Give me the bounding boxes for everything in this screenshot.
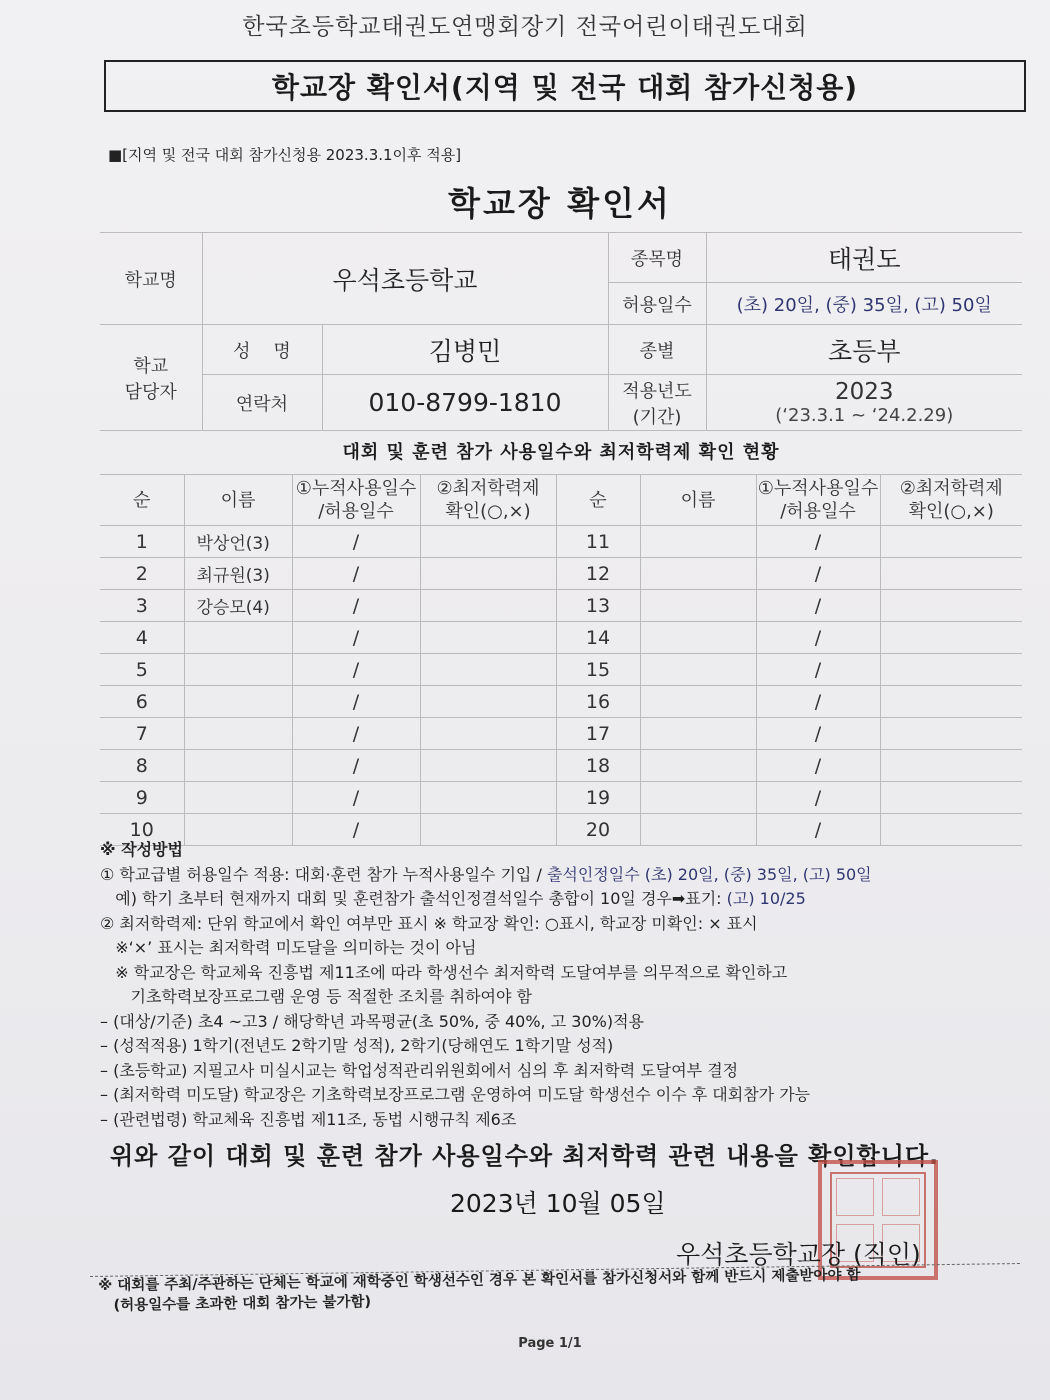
division-label: 종별 (608, 325, 706, 375)
status-title: 대회 및 훈련 참가 사용일수와 최저학력제 확인 현황 (342, 442, 780, 463)
header-check-line1: ②최저학력제 (899, 478, 1003, 499)
header-days-line2: /허용일수 (318, 501, 394, 522)
page-number: Page 1/1 (518, 1336, 582, 1351)
row-days-right: / (756, 718, 880, 750)
row-check-right (880, 718, 1022, 750)
row-check-left (420, 558, 556, 590)
row-no-right: 12 (556, 558, 640, 590)
instruction-line: – (관련법령) 학교체육 진흥법 제11조, 동법 시행규칙 제6조 (100, 1109, 517, 1129)
row-no-right: 20 (556, 814, 640, 846)
header-check-left (420, 475, 556, 526)
period-value: (‘23.3.1 ~ ‘24.2.29) (775, 405, 954, 426)
confirmation-statement: 위와 같이 대회 및 훈련 참가 사용일수와 최저학력 관련 내용을 확인합니다. (110, 1142, 940, 1170)
row-check-right (880, 654, 1022, 686)
row-check-left (420, 654, 556, 686)
footer-note-line1: ※ 대회를 주최/주관하는 단체는 학교에 재학중인 학생선수인 경우 본 확인서를 참가신청서와 함께 반드시 제출받아야 함 (98, 1267, 861, 1294)
row-name-left (184, 782, 292, 814)
row-name-left (184, 686, 292, 718)
row-days-right: / (756, 782, 880, 814)
row-check-right (880, 558, 1022, 590)
year-label-line1: 적용년도 (622, 380, 692, 402)
row-no-right: 14 (556, 622, 640, 654)
row-days-right: / (756, 526, 880, 558)
instructions-heading: ※ 작성방법 (100, 840, 183, 859)
instruction-line (100, 863, 1030, 888)
row-no-right: 16 (556, 686, 640, 718)
row-no-left: 10 (100, 814, 184, 846)
instructions (100, 838, 1030, 1132)
table-row (100, 526, 1022, 558)
table-row (100, 750, 1022, 782)
row-days-left: / (292, 718, 420, 750)
table-row (100, 590, 1022, 622)
form-title-box: 학교장 확인서(지역 및 전국 대회 참가신청용) (104, 60, 1026, 112)
row-check-right (880, 782, 1022, 814)
year-label (608, 375, 706, 431)
row-days-left: / (292, 590, 420, 622)
instruction-line: 기초학력보장프로그램 운영 등 적절한 조치를 취하여야 함 (100, 987, 532, 1006)
row-days-right: / (756, 590, 880, 622)
row-no-right: 17 (556, 718, 640, 750)
row-check-right (880, 750, 1022, 782)
header-check-line1: ②최저학력제 (436, 478, 540, 499)
athlete-roster-table (100, 474, 1022, 846)
name-label: 성 명 (202, 325, 322, 375)
row-days-left: / (292, 750, 420, 782)
row-name-right (640, 526, 756, 558)
row-days-right: / (756, 622, 880, 654)
row-days-right: / (756, 558, 880, 590)
row-name-left (184, 718, 292, 750)
seal-glyph (836, 1178, 874, 1216)
event-name: 한국초등학교태권도연맹회장기 전국어린이태권도대회 (242, 14, 808, 40)
row-days-left: / (292, 686, 420, 718)
row-no-left: 8 (100, 750, 184, 782)
row-days-right: / (756, 686, 880, 718)
row-no-left: 7 (100, 718, 184, 750)
sport-label: 종목명 (608, 233, 706, 283)
row-days-left: / (292, 654, 420, 686)
row-no-left: 4 (100, 622, 184, 654)
sport-value: 태권도 (706, 233, 1022, 283)
row-days-right: / (756, 750, 880, 782)
applicability-note: ■[지역 및 전국 대회 참가신청용 2023.3.1이후 적용] (108, 146, 462, 164)
year-cell (706, 375, 1022, 431)
header-name-right: 이름 (640, 475, 756, 526)
document-title: 학교장 확인서 (448, 184, 672, 223)
row-no-left: 3 (100, 590, 184, 622)
row-name-left: 박상언(3) (184, 526, 292, 558)
year-label-line2: (기간) (632, 406, 682, 428)
row-name-right (640, 782, 756, 814)
year-value: 2023 (834, 379, 894, 405)
row-check-left (420, 750, 556, 782)
row-check-left (420, 590, 556, 622)
allowed-days-label: 허용일수 (608, 283, 706, 325)
row-name-right (640, 686, 756, 718)
principal-signature: 우석초등학교장 (직인) (676, 1240, 921, 1269)
footer-note-line2: (허용일수를 초과한 대회 참가는 불가함) (98, 1294, 372, 1314)
row-name-left (184, 654, 292, 686)
row-name-right (640, 622, 756, 654)
row-check-left (420, 526, 556, 558)
instruction-line: – (성적적용) 1학기(전년도 2학기말 성적), 2학기(당해연도 1학기말 성적) (100, 1036, 614, 1055)
header-days-right (756, 475, 880, 526)
name-value: 김병민 (322, 325, 608, 375)
school-value: 우석초등학교 (202, 233, 608, 325)
contact-label-line2: 담당자 (124, 381, 177, 403)
row-no-right: 15 (556, 654, 640, 686)
row-check-left (420, 622, 556, 654)
phone-value: 010-8799-1810 (322, 375, 608, 431)
header-check-line2: 확인(○,×) (445, 501, 531, 522)
row-days-left: / (292, 558, 420, 590)
header-no-right: 순 (556, 475, 640, 526)
instruction-text: ① 학교급별 허용일수 적용: 대회·훈련 참가 누적사용일수 기입 / (100, 864, 547, 884)
row-name-left (184, 750, 292, 782)
row-no-left: 5 (100, 654, 184, 686)
contact-person-label (100, 325, 202, 431)
instruction-line (100, 887, 1030, 912)
row-no-left: 2 (100, 558, 184, 590)
instruction-highlight: (고) 10/25 (726, 889, 806, 908)
instruction-line: ※ 학교장은 학교체육 진흥법 제11조에 따라 학생선수 최저학력 도달여부를 의무적으로 확인하고 (100, 962, 788, 982)
instruction-line: – (대상/기준) 초4 ~고3 / 해당학년 과목평균(초 50%, 중 40%, 고 30%)적용 (100, 1011, 644, 1031)
instruction-highlight: 출석인정일수 (초) 20일, (중) 35일, (고) 50일 (546, 864, 872, 884)
header-check-line2: 확인(○,×) (908, 501, 994, 522)
row-days-left: / (292, 814, 420, 846)
row-check-left (420, 686, 556, 718)
row-check-left (420, 782, 556, 814)
table-row (100, 782, 1022, 814)
row-days-right: / (756, 814, 880, 846)
school-info-table (100, 232, 1022, 431)
contact-label-line1: 학교 (133, 355, 169, 377)
row-name-left: 강승모(4) (184, 590, 292, 622)
row-name-right (640, 558, 756, 590)
row-no-right: 13 (556, 590, 640, 622)
issue-date: 2023년 10월 05일 (450, 1189, 666, 1218)
instruction-line: – (초등학교) 지필고사 미실시교는 학업성적관리위원회에서 심의 후 최저학력 도달여부 결정 (100, 1060, 739, 1080)
header-no-left: 순 (100, 475, 184, 526)
row-check-right (880, 590, 1022, 622)
row-days-right: / (756, 654, 880, 686)
row-no-right: 18 (556, 750, 640, 782)
seal-glyph (882, 1178, 920, 1216)
table-row (100, 654, 1022, 686)
row-days-left: / (292, 526, 420, 558)
allowed-days-value: (초) 20일, (중) 35일, (고) 50일 (706, 283, 1022, 325)
table-row (100, 622, 1022, 654)
header-days-line1: ①누적사용일수 (295, 478, 417, 499)
header-days-left (292, 475, 420, 526)
row-check-right (880, 526, 1022, 558)
row-name-right (640, 654, 756, 686)
header-name-left: 이름 (184, 475, 292, 526)
footer-note (98, 1263, 1018, 1316)
header-check-right (880, 475, 1022, 526)
row-no-left: 6 (100, 686, 184, 718)
division-value: 초등부 (706, 325, 1022, 375)
table-row (100, 686, 1022, 718)
row-check-right (880, 686, 1022, 718)
row-no-left: 1 (100, 526, 184, 558)
row-check-left (420, 718, 556, 750)
row-no-left: 9 (100, 782, 184, 814)
instruction-line: ② 최저학력제: 단위 학교에서 확인 여부만 표시 ※ 학교장 확인: ○표시, 학교장 미확인: × 표시 (100, 913, 758, 933)
header-days-line1: ①누적사용일수 (757, 478, 879, 499)
school-label: 학교명 (100, 233, 202, 325)
table-row (100, 718, 1022, 750)
table-row (100, 558, 1022, 590)
row-name-left (184, 622, 292, 654)
row-days-left: / (292, 622, 420, 654)
instruction-text: 예) 학기 초부터 현재까지 대회 및 훈련참가 출석인정결석일수 총합이 10일 경우➡표기: (100, 889, 727, 908)
row-check-right (880, 622, 1022, 654)
row-days-left: / (292, 782, 420, 814)
row-no-right: 11 (556, 526, 640, 558)
instruction-line: – (최저학력 미도달) 학교장은 기초학력보장프로그램 운영하여 미도달 학생선수 이수 후 대회참가 가능 (100, 1085, 811, 1104)
instruction-line: ※‘×’ 표시는 최저학력 미도달을 의미하는 것이 아님 (100, 938, 477, 957)
roster-body (100, 526, 1022, 846)
row-name-left: 최규원(3) (184, 558, 292, 590)
header-days-line2: /허용일수 (780, 501, 856, 522)
row-name-right (640, 750, 756, 782)
row-name-right (640, 590, 756, 622)
row-no-right: 19 (556, 782, 640, 814)
phone-label: 연락처 (202, 375, 322, 431)
row-name-right (640, 718, 756, 750)
